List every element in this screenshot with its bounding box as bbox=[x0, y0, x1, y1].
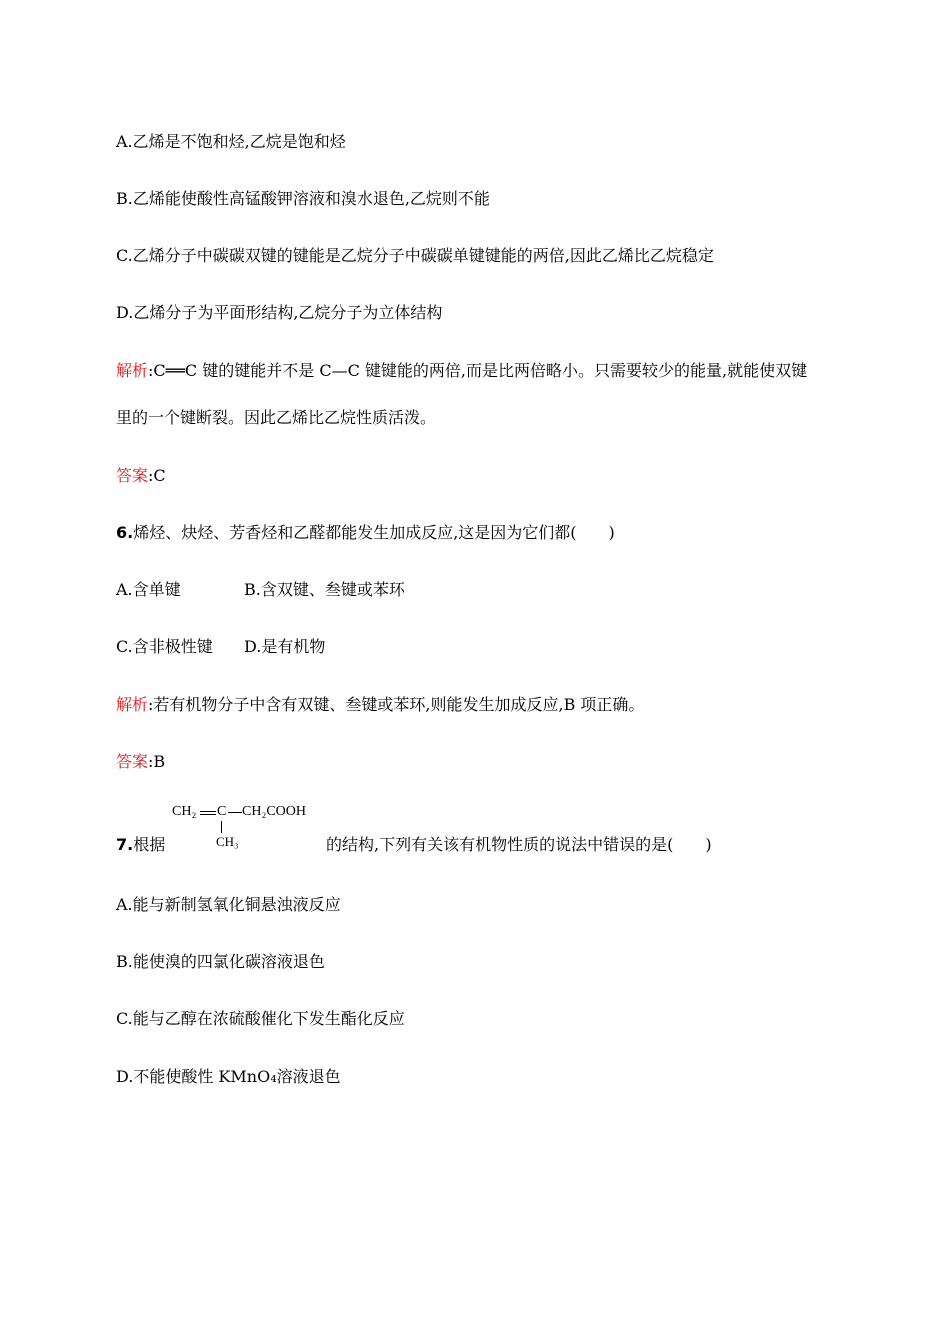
q7-option-b: B.能使溴的四氯化碳溶液退色 bbox=[116, 952, 325, 971]
q5-option-b: B.乙烯能使酸性高锰酸钾溶液和溴水退色,乙烷则不能 bbox=[116, 189, 490, 208]
q7-number: 7. bbox=[116, 835, 134, 854]
q7-stem-after: 的结构,下列有关该有机物性质的说法中错误的是( ) bbox=[326, 835, 712, 854]
q6-answer bbox=[116, 752, 165, 772]
q6-option-d: D.是有机物 bbox=[244, 637, 326, 656]
q5-analysis-line1 bbox=[116, 361, 807, 381]
q5-analysis-text: :C══C 键的键能并不是 C—C 键键能的两倍,而是比两倍略小。只需要较少的能量,就能使双键 bbox=[148, 361, 808, 380]
double-bond-lower bbox=[200, 814, 216, 815]
q5-answer-label: 答案 bbox=[116, 466, 149, 485]
q7-stem-before-text: 根据 bbox=[133, 835, 166, 854]
q6-stem-text: 烯烃、炔烃、芳香烃和乙醛都能发生加成反应,这是因为它们都( ) bbox=[133, 523, 615, 542]
q5-answer bbox=[116, 466, 166, 486]
q6-answer-value: :B bbox=[148, 752, 166, 771]
q7-structural-formula bbox=[172, 800, 332, 856]
q5-analysis-line2: 里的一个键断裂。因此乙烯比乙烷性质活泼。 bbox=[116, 408, 437, 427]
q5-option-c: C.乙烯分子中碳碳双键的键能是乙烷分子中碳碳单键键能的两倍,因此乙烯比乙烷稳定 bbox=[116, 246, 714, 265]
q6-option-a: A.含单键 bbox=[116, 580, 181, 599]
double-bond-upper bbox=[200, 811, 216, 812]
q6-analysis-label: 解析 bbox=[116, 695, 149, 714]
q5-answer-value: :C bbox=[148, 466, 166, 485]
q7-option-d: D.不能使酸性 KMnO₄溶液退色 bbox=[116, 1067, 341, 1086]
q6-answer-label: 答案 bbox=[116, 752, 149, 771]
q6-option-c: C.含非极性键 bbox=[116, 637, 213, 656]
q5-option-d: D.乙烯分子为平面形结构,乙烷分子为立体结构 bbox=[116, 303, 443, 322]
formula-left-group: CH₂ bbox=[172, 804, 197, 819]
formula-center-atom: C bbox=[217, 804, 227, 819]
q6-number: 6. bbox=[116, 523, 134, 542]
q5-option-a: A.乙烯是不饱和烃,乙烷是饱和烃 bbox=[116, 132, 346, 151]
formula-branch: CH₃ bbox=[216, 834, 239, 849]
branch-bond bbox=[221, 821, 222, 833]
q6-option-b: B.含双键、叁键或苯环 bbox=[244, 580, 405, 599]
formula-right-group: CH₂COOH bbox=[242, 804, 306, 819]
q6-stem bbox=[116, 523, 615, 543]
single-bond bbox=[228, 812, 242, 813]
q7-option-a: A.能与新制氢氧化铜悬浊液反应 bbox=[116, 895, 341, 914]
q6-analysis-text: :若有机物分子中含有双键、叁键或苯环,则能发生加成反应,B 项正确。 bbox=[148, 695, 645, 714]
q6-analysis bbox=[116, 695, 644, 715]
q7-option-c: C.能与乙醇在浓硫酸催化下发生酯化反应 bbox=[116, 1009, 405, 1028]
q5-analysis-label: 解析 bbox=[116, 361, 149, 380]
q7-stem-before bbox=[116, 835, 165, 855]
